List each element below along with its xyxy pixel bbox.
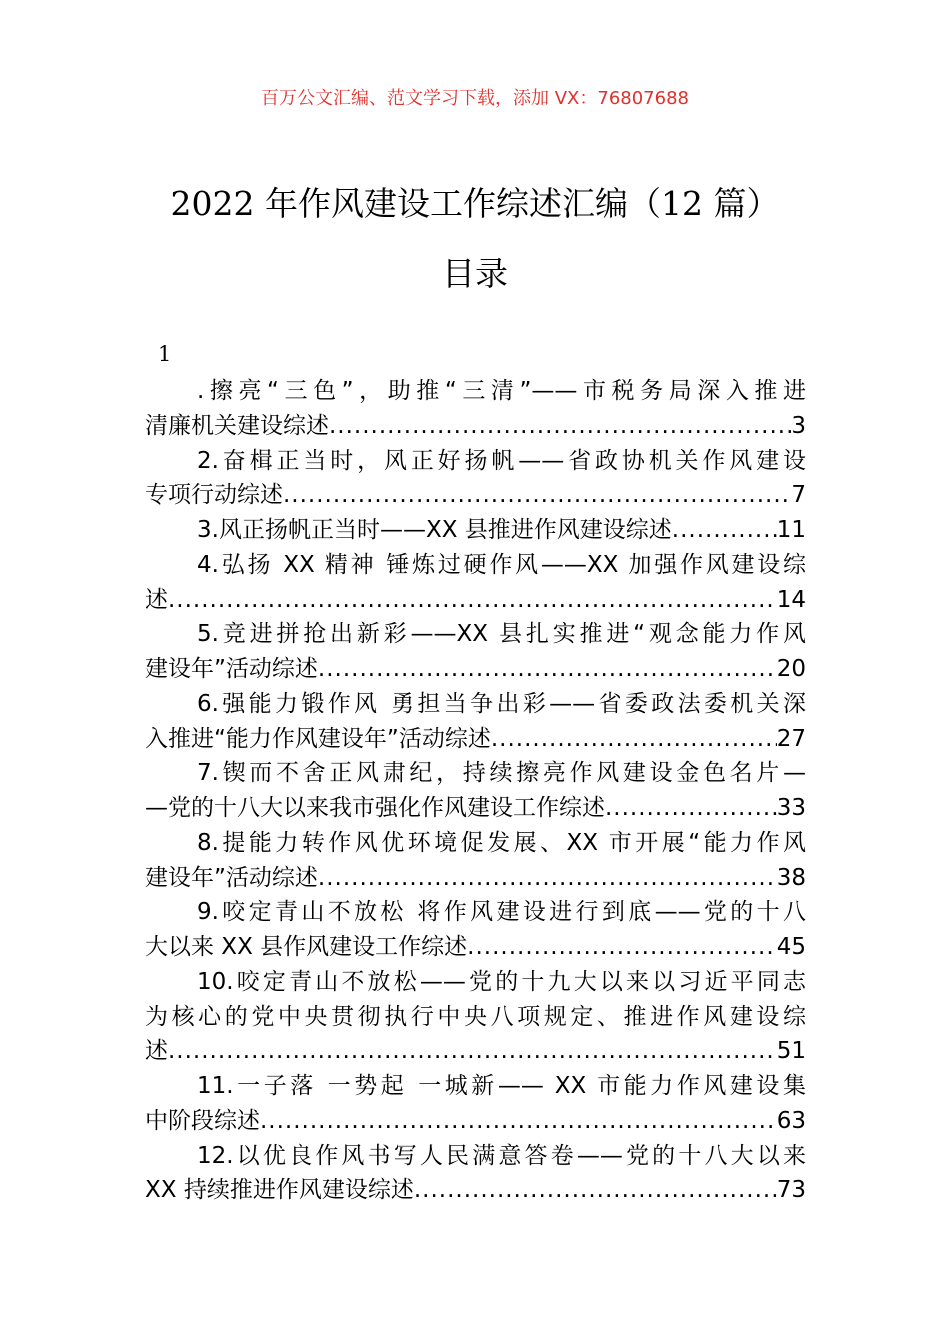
document-title: 2022 年作风建设工作综述汇编（12 篇） bbox=[170, 184, 780, 223]
dot-leader bbox=[414, 1173, 777, 1208]
toc-entry-last-line bbox=[145, 722, 806, 757]
toc-entry[interactable] bbox=[145, 374, 806, 444]
page-number: 27 bbox=[776, 725, 806, 752]
dot-leader bbox=[467, 930, 777, 965]
toc-entry[interactable] bbox=[145, 687, 806, 757]
toc-entry-line: 5.竞进拼抢出新彩——XX 县扎实推进“观念能力作风 bbox=[197, 621, 806, 648]
toc-entry-last-line bbox=[145, 478, 806, 513]
toc-entry-text: 3.风正扬帆正当时——XX 县推进作风建设综述 bbox=[197, 517, 672, 543]
toc-entry-line: 为核心的党中央贯彻执行中央八项规定、推进作风建设综 bbox=[145, 1003, 806, 1030]
toc-entry-line: 2.奋楫正当时，风正好扬帆——省政协机关作风建设 bbox=[197, 447, 806, 474]
page-number: 14 bbox=[776, 586, 806, 613]
toc-entry-text: 建设年”活动综述 bbox=[145, 864, 318, 891]
toc-entry-text: 清廉机关建设综述 bbox=[145, 412, 329, 439]
page-number: 51 bbox=[776, 1038, 806, 1065]
dot-leader bbox=[605, 791, 777, 826]
toc-entry-line: 8.提能力转作风优环境促发展、XX 市开展“能力作风 bbox=[197, 829, 806, 856]
list-number: 1 bbox=[158, 342, 172, 366]
toc-entry-last-line bbox=[145, 791, 806, 826]
toc-entry-text: 入推进“能力作风建设年”活动综述 bbox=[145, 725, 491, 752]
toc-entry-line: 9.咬定青山不放松 将作风建设进行到底——党的十八 bbox=[197, 899, 806, 926]
toc-entry-line: 10.咬定青山不放松——党的十九大以来以习近平同志 bbox=[197, 968, 806, 995]
page-number: 38 bbox=[776, 864, 806, 891]
toc-entry-line: 12.以优良作风书写人民满意答卷——党的十八大以来 bbox=[197, 1142, 806, 1169]
toc-entry-last-line bbox=[145, 513, 806, 548]
watermark-header: 百万公文汇编、范文学习下载，添加 VX：76807688 bbox=[261, 88, 689, 109]
toc-entry-text: 述 bbox=[145, 1038, 168, 1065]
page-number: 20 bbox=[776, 656, 806, 682]
toc-entry-text: 建设年”活动综述 bbox=[145, 656, 318, 682]
dot-leader bbox=[260, 1104, 777, 1139]
dot-leader bbox=[318, 861, 777, 896]
dot-leader bbox=[283, 478, 791, 513]
page-number: 63 bbox=[776, 1107, 806, 1134]
toc-entry-last-line bbox=[145, 583, 806, 618]
dot-leader bbox=[672, 513, 777, 548]
toc-entry-last-line bbox=[145, 930, 806, 965]
toc-entry[interactable] bbox=[145, 965, 806, 1069]
toc-entry-text: —党的十八大以来我市强化作风建设工作综述 bbox=[145, 795, 605, 821]
page-number: 7 bbox=[791, 482, 806, 509]
dot-leader bbox=[168, 1034, 777, 1069]
toc-entry-line: .擦亮“三色”，助推“三清”——市税务局深入推进 bbox=[197, 378, 806, 404]
dot-leader bbox=[329, 409, 791, 444]
page-number: 73 bbox=[776, 1177, 806, 1204]
toc-entry[interactable] bbox=[145, 1139, 806, 1209]
toc-heading: 目录 bbox=[442, 254, 508, 293]
toc-entry-text: 中阶段综述 bbox=[145, 1107, 260, 1134]
page-number: 33 bbox=[776, 795, 806, 821]
page-number: 3 bbox=[791, 412, 806, 439]
toc-entry-line: 11.一子落 一势起 一城新—— XX 市能力作风建设集 bbox=[197, 1073, 806, 1099]
toc-entry-text: 大以来 XX 县作风建设工作综述 bbox=[145, 934, 468, 960]
dot-leader bbox=[168, 583, 777, 618]
toc-entry[interactable] bbox=[145, 444, 806, 514]
toc-entry-last-line bbox=[145, 652, 806, 687]
toc-entry-last-line bbox=[145, 861, 806, 896]
toc-entry[interactable] bbox=[145, 756, 806, 826]
toc-entry[interactable] bbox=[145, 895, 806, 965]
toc-entry-line: 4.弘扬 XX 精神 锤炼过硬作风——XX 加强作风建设综 bbox=[197, 551, 806, 578]
toc-entry-last-line bbox=[145, 1104, 806, 1139]
toc-entry[interactable] bbox=[145, 1069, 806, 1139]
toc-entry[interactable] bbox=[145, 513, 806, 548]
toc-entry-line: 7.锲而不舍正风肃纪，持续擦亮作风建设金色名片— bbox=[197, 760, 806, 787]
toc-entry-line: 6.强能力锻作风 勇担当争出彩——省委政法委机关深 bbox=[197, 690, 806, 717]
dot-leader bbox=[491, 722, 777, 757]
toc-entry-last-line bbox=[145, 409, 806, 444]
page-number: 11 bbox=[776, 517, 806, 543]
page-number: 45 bbox=[776, 934, 806, 960]
toc-entry[interactable] bbox=[145, 617, 806, 687]
toc-entry-text: XX 持续推进作风建设综述 bbox=[145, 1177, 414, 1204]
toc-entry-last-line bbox=[145, 1034, 806, 1069]
toc-entry-text: 专项行动综述 bbox=[145, 482, 283, 509]
toc-entry-text: 述 bbox=[145, 586, 168, 613]
table-of-contents bbox=[145, 374, 806, 1208]
toc-entry-last-line bbox=[145, 1173, 806, 1208]
dot-leader bbox=[318, 652, 777, 687]
toc-entry[interactable] bbox=[145, 826, 806, 896]
toc-entry[interactable] bbox=[145, 548, 806, 618]
